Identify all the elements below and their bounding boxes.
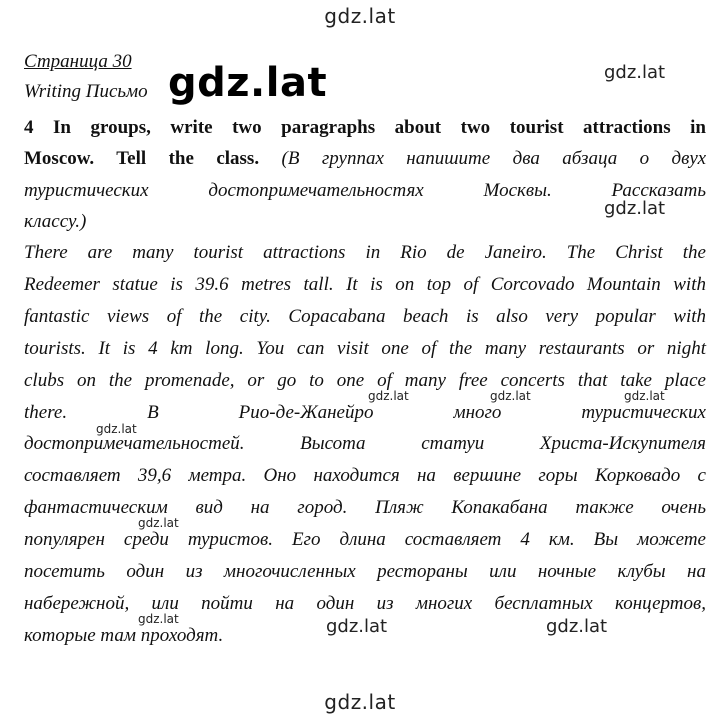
watermark-small-1: gdz.lat — [368, 389, 409, 403]
english-line-4: tourists. It is 4 km long. You can visit one of the many restaurants or night — [24, 338, 706, 359]
watermark-small-5: gdz.lat — [138, 516, 179, 530]
task-translation-start: (В группах напишите два абзаца о двух — [281, 148, 707, 169]
russian-line-2: составляет 39,6 метра. Оно находится на вершине горы Корковадо с — [24, 465, 706, 486]
watermark-small-6: gdz.lat — [138, 612, 179, 626]
watermark-logo: gdz.lat — [168, 60, 328, 106]
russian-line-5: посетить один из многочисленных рестораны или ночные клубы на — [24, 561, 706, 582]
watermark-bottom: gdz.lat — [324, 690, 396, 714]
english-line-2: Redeemer statue is 39.6 metres tall. It is on top of Corcovado Mountain with — [24, 274, 706, 295]
watermark-small-3: gdz.lat — [624, 389, 665, 403]
watermark-mid-2: gdz.lat — [546, 616, 608, 637]
watermark-small-4: gdz.lat — [96, 422, 137, 436]
russian-line-7: которые там проходят. — [24, 625, 224, 646]
english-line-1: There are many tourist attractions in Rio de Janeiro. The Christ the — [24, 242, 706, 263]
task-line-4: классу.) — [24, 211, 87, 232]
russian-line-6: набережной, или пойти на один из многих бесплатных концертов, — [24, 593, 706, 614]
task-line-3: туристических достопримечательностях Москвы. Рассказать — [24, 180, 706, 201]
watermark-right-2: gdz.lat — [604, 198, 666, 219]
mixed-line: there. В Рио-де-Жанейро много туристических — [24, 402, 706, 423]
task-line-2 — [24, 149, 706, 168]
russian-line-4: популярен среди туристов. Его длина составляет 4 км. Вы можете — [24, 529, 706, 550]
russian-line-3: фантастическим вид на город. Пляж Копакабана также очень — [24, 497, 706, 518]
english-line-3: fantastic views of the city. Copacabana beach is also very popular with — [24, 306, 706, 327]
task-instruction-bold: Moscow. Tell the class. — [24, 148, 260, 169]
task-line-1: 4 In groups, write two paragraphs about two tourist attractions in — [24, 117, 706, 138]
english-line-5: clubs on the promenade, or go to one of many free concerts that take place — [24, 370, 706, 391]
russian-line-1: достопримечательностей. Высота статуи Христа-Искупителя — [24, 433, 706, 454]
watermark-right-1: gdz.lat — [604, 62, 666, 83]
watermark-small-2: gdz.lat — [490, 389, 531, 403]
section-heading: Writing Письмо — [24, 81, 148, 102]
watermark-mid-1: gdz.lat — [326, 616, 388, 637]
page-number-heading: Страница 30 — [24, 51, 132, 72]
watermark-top: gdz.lat — [324, 4, 396, 28]
